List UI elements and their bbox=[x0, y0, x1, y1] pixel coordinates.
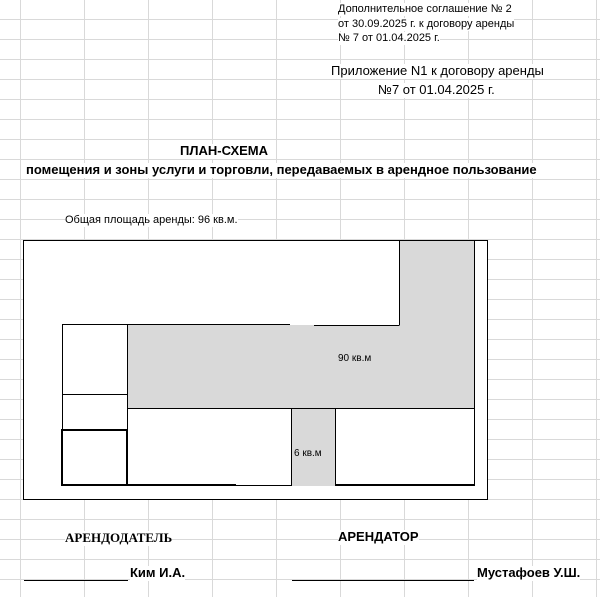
appendix-line-2: №7 от 01.04.2025 г. bbox=[378, 82, 495, 97]
zone-90-label: 90 кв.м bbox=[338, 353, 372, 364]
appendix-line-1: Приложение N1 к договору аренды bbox=[331, 63, 544, 78]
addendum-line-2: от 30.09.2025 г. к договору аренды bbox=[338, 18, 515, 30]
addendum-line-1: Дополнительное соглашение № 2 bbox=[338, 3, 512, 15]
tenant-title: АРЕНДАТОР bbox=[338, 529, 419, 544]
landlord-title: АРЕНДОДАТЕЛЬ bbox=[65, 530, 173, 545]
total-area-label: Общая площадь аренды: 96 кв.м. bbox=[65, 214, 238, 226]
zone-6-area bbox=[291, 408, 335, 486]
landlord-signature-line bbox=[24, 580, 128, 581]
plan-subtitle: помещения и зоны услуги и торговли, передаваемых в арендное пользование bbox=[26, 162, 537, 177]
tenant-name: Мустафоев У.Ш. bbox=[477, 565, 581, 580]
addendum-line-3: № 7 от 01.04.2025 г. bbox=[338, 32, 440, 44]
plan-title: ПЛАН-СХЕМА bbox=[180, 143, 269, 158]
zone-6-label: 6 кв.м bbox=[294, 448, 322, 459]
landlord-name: Ким И.А. bbox=[130, 565, 186, 580]
tenant-signature-line bbox=[292, 580, 474, 581]
